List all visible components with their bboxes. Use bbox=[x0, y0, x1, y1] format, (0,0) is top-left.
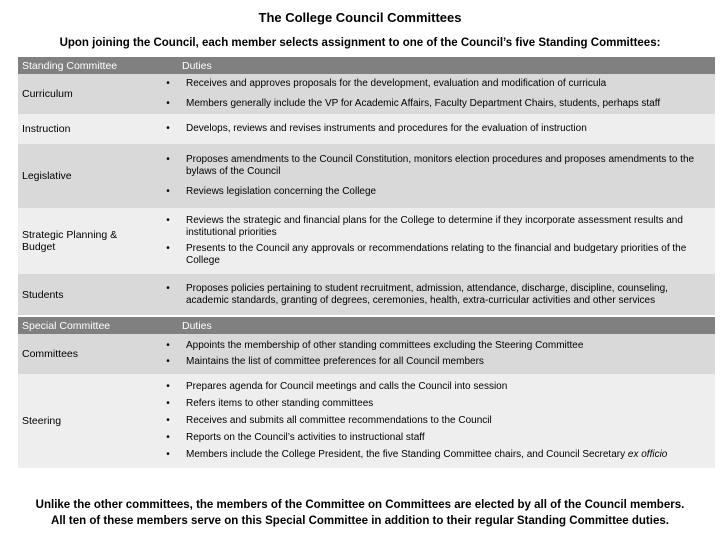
standing-committee-header: Standing Committee bbox=[18, 57, 156, 74]
special-duties-header: Duties bbox=[156, 316, 715, 334]
duty-item bbox=[160, 123, 711, 135]
footer-note bbox=[0, 497, 720, 529]
footer-line-1: Unlike the other committees, the members of the Committee on Committees are elected by all of the Council members. bbox=[35, 499, 685, 511]
bullet-icon: • bbox=[166, 381, 170, 392]
duty-item bbox=[160, 215, 711, 239]
special-committee-header: Special Committee bbox=[18, 316, 156, 334]
duty-text-italic: ex officio bbox=[627, 449, 668, 460]
bullet-icon: • bbox=[166, 415, 170, 426]
bullet-icon: • bbox=[166, 123, 170, 134]
duty-text: Reviews legislation concerning the College bbox=[186, 186, 377, 197]
committee-name: Committees bbox=[18, 334, 156, 374]
duty-item bbox=[160, 381, 711, 393]
table-row-strategic-planning bbox=[18, 208, 715, 274]
page-title: The College Council Committees bbox=[258, 10, 462, 25]
committee-name: Steering bbox=[18, 374, 156, 468]
duty-item bbox=[160, 432, 711, 444]
duty-text: Proposes amendments to the Council Constitution, monitors election procedures and proposes amendments to the bylaws of the Council bbox=[186, 154, 695, 177]
bullet-icon: • bbox=[166, 78, 170, 89]
duty-item bbox=[160, 415, 711, 427]
bullet-icon: • bbox=[166, 356, 170, 367]
duty-item bbox=[160, 98, 711, 110]
duty-text: Reviews the strategic and financial plans for the College to determine if they incorporate assessment results and institutional priorities bbox=[186, 215, 683, 238]
table-row-steering bbox=[18, 374, 715, 468]
duty-text: Receives and approves proposals for the development, evaluation and modification of curricula bbox=[186, 78, 607, 89]
duty-item bbox=[160, 398, 711, 410]
table-row-instruction bbox=[18, 114, 715, 144]
duty-text: Develops, reviews and revises instruments and procedures for the evaluation of instruction bbox=[186, 123, 587, 134]
committee-name: Strategic Planning & Budget bbox=[18, 208, 156, 274]
duty-text: Members generally include the VP for Academic Affairs, Faculty Department Chairs, students, perhaps staff bbox=[186, 98, 661, 109]
duty-item bbox=[160, 78, 711, 90]
bullet-icon: • bbox=[166, 282, 170, 294]
committee-name: Instruction bbox=[18, 114, 156, 144]
table-row-curriculum bbox=[18, 74, 715, 114]
duty-text: Presents to the Council any approvals or recommendations relating to the financial and budgetary priorities of the College bbox=[186, 243, 687, 266]
table-row-students bbox=[18, 274, 715, 316]
duty-item bbox=[160, 340, 711, 352]
table-row-legislative bbox=[18, 144, 715, 208]
committee-name: Curriculum bbox=[18, 74, 156, 114]
duty-item bbox=[160, 356, 711, 368]
duty-item bbox=[160, 186, 711, 198]
standing-header-row bbox=[18, 57, 715, 74]
page-subtitle: Upon joining the Council, each member selects assignment to one of the Council’s five Standing Committees: bbox=[59, 37, 661, 49]
bullet-icon: • bbox=[166, 98, 170, 109]
special-header-row bbox=[18, 316, 715, 334]
duty-item bbox=[160, 449, 711, 461]
duty-text: Members include the College President, the five Standing Committee chairs, and Council Secretary bbox=[186, 449, 628, 460]
bullet-icon: • bbox=[166, 449, 170, 460]
duty-text: Reports on the Council’s activities to instructional staff bbox=[186, 432, 425, 443]
bullet-icon: • bbox=[166, 432, 170, 443]
bullet-icon: • bbox=[166, 340, 170, 351]
bullet-icon: • bbox=[166, 398, 170, 409]
duty-text: Prepares agenda for Council meetings and calls the Council into session bbox=[186, 381, 508, 392]
bullet-icon: • bbox=[166, 154, 170, 165]
duty-item bbox=[160, 283, 711, 307]
duty-text: Refers items to other standing committees bbox=[186, 398, 374, 409]
table-row-committees bbox=[18, 334, 715, 374]
footer-line-2: All ten of these members serve on this Special Committee in addition to their regular Standing Committee duties. bbox=[51, 515, 669, 527]
duty-item bbox=[160, 243, 711, 267]
bullet-icon: • bbox=[166, 186, 170, 197]
committee-name: Legislative bbox=[18, 144, 156, 208]
duty-text: Receives and submits all committee recommendations to the Council bbox=[186, 415, 492, 426]
duty-item bbox=[160, 154, 711, 178]
duty-text: Appoints the membership of other standing committees excluding the Steering Committee bbox=[186, 340, 584, 351]
bullet-icon: • bbox=[166, 215, 170, 226]
committees-table bbox=[18, 57, 715, 468]
duty-text: Maintains the list of committee preferences for all Council members bbox=[186, 356, 484, 367]
standing-duties-header: Duties bbox=[156, 57, 715, 74]
committee-name: Students bbox=[18, 274, 156, 316]
duty-text: Proposes policies pertaining to student recruitment, admission, attendance, discharge, discipline, counseling, academic standards, granting of degrees, ceremonies, health, extra-curricular activities and other services bbox=[186, 282, 668, 306]
bullet-icon: • bbox=[166, 243, 170, 254]
